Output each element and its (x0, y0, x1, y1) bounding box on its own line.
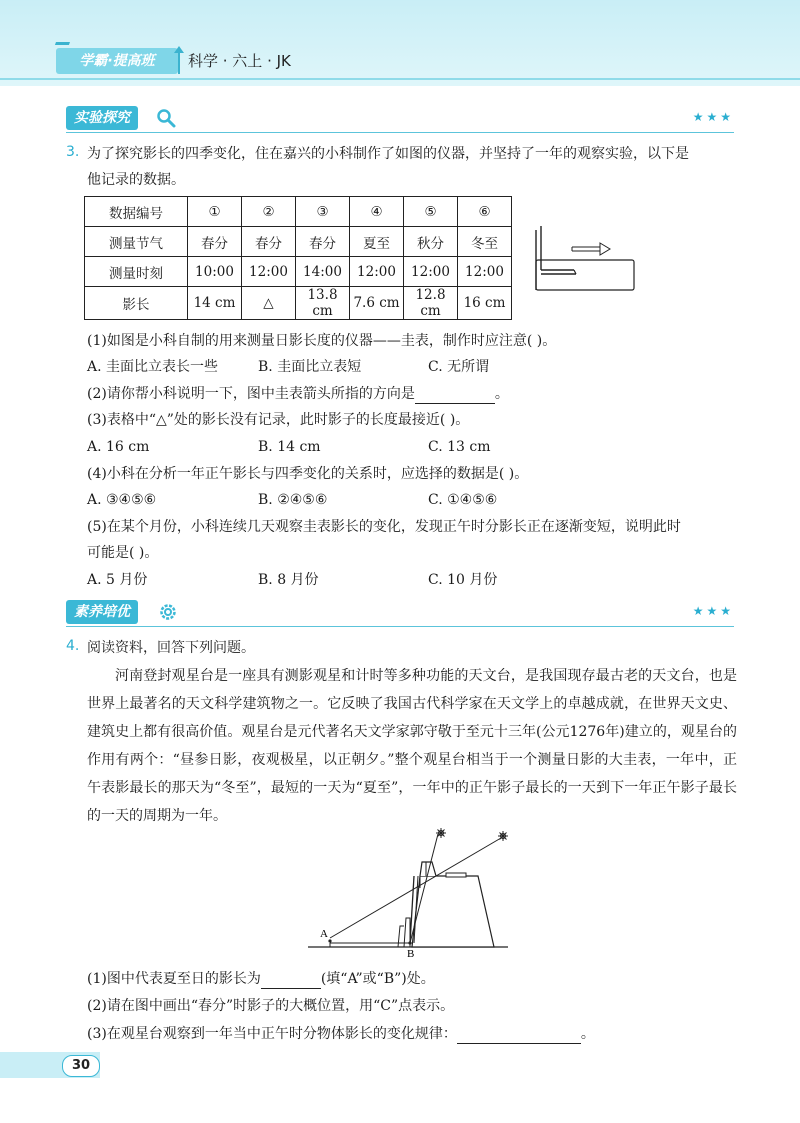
point-a-label: A (320, 928, 328, 940)
answer-blank[interactable] (415, 403, 495, 404)
answer-blank[interactable] (261, 988, 321, 989)
table-cell: 春分 (242, 227, 296, 257)
section-header-literacy (66, 600, 734, 627)
reading-passage: 河南登封观星台是一座具有测影观星和计时等多种功能的天文台，是我国现存最古老的天文台，也是世界上最著名的天文科学建筑物之一。它反映了我国古代科学家在天文学上的卓越成就，在世界天文史、建筑史上都有很高价值。观星台是元代著名天文学家郭守敬于至元十三年(公元1276年)建立的，观星台的作用有两个：“昼参日影，夜观极星，以正朝夕。”整个观星台相当于一个测量日影的大圭表，一年中，正午表影最长的那天为“冬至”，最短的一天为“夏至”，一年中的正午影子最长的一天到下一年正午影子最长的一天的周期为一年。 (87, 668, 737, 824)
option-a: A. 圭面比立表长一些 (87, 359, 219, 375)
data-table (84, 196, 512, 320)
table-cell: ③ (296, 197, 350, 227)
page-number: 30 (62, 1055, 100, 1077)
table-cell: 夏至 (350, 227, 404, 257)
section-tag: 素养培优 (66, 600, 138, 624)
table-row (85, 227, 512, 257)
sub-question (87, 969, 435, 989)
table-cell: 12:00 (350, 257, 404, 287)
sub-question: 可能是( )。 (87, 545, 159, 561)
section-tag: 实验探究 (66, 106, 138, 130)
table-row (85, 197, 512, 227)
difficulty-stars: ★★★ (692, 110, 734, 124)
table-cell: 秋分 (404, 227, 458, 257)
table-cell: 12:00 (458, 257, 512, 287)
question-stem: 他记录的数据。 (87, 172, 185, 188)
table-cell: 16 cm (458, 287, 512, 320)
table-cell: 测量节气 (85, 227, 188, 257)
point-b-label: B (407, 948, 415, 958)
observatory-figure (308, 826, 518, 958)
option-b: B. 14 cm (258, 439, 321, 455)
table-cell: ① (188, 197, 242, 227)
gear-icon (158, 602, 178, 622)
sub-question-text: 。 (494, 386, 509, 402)
sub-question-text: (2)请你帮小科说明一下，图中圭表箭头所指的方向是 (87, 386, 415, 402)
table-cell: ⑥ (458, 197, 512, 227)
sub-question (87, 384, 509, 404)
section-header-experiment (66, 106, 734, 133)
table-cell: 影长 (85, 287, 188, 320)
table-cell: ④ (350, 197, 404, 227)
table-cell: △ (242, 287, 296, 320)
option-c: C. 13 cm (428, 439, 491, 455)
series-label: 学霸·提高班 (56, 48, 178, 74)
question-stem: 阅读资料，回答下列问题。 (87, 640, 255, 656)
option-c: C. 无所谓 (428, 359, 490, 375)
sub-question-text: (3)在观星台观察到一年当中正午时分物体影长的变化规律： (87, 1026, 457, 1042)
option-b: B. 圭面比立表短 (258, 359, 362, 375)
option-b: B. ②④⑤⑥ (258, 492, 328, 508)
sub-question-text: (填“A”或“B”)处。 (320, 971, 435, 987)
table-cell: 测量时刻 (85, 257, 188, 287)
table-cell: 春分 (188, 227, 242, 257)
table-cell: ② (242, 197, 296, 227)
sub-question: (3)表格中“△”处的影长没有记录，此时影子的长度最接近( )。 (87, 412, 470, 428)
table-cell: 14 cm (188, 287, 242, 320)
option-b: B. 8 月份 (258, 572, 319, 588)
table-cell: 12:00 (404, 257, 458, 287)
sub-question: (1)如图是小科自制的用来测量日影长度的仪器——圭表，制作时应注意( )。 (87, 333, 557, 349)
option-a: A. ③④⑤⑥ (87, 492, 157, 508)
table-row (85, 257, 512, 287)
table-cell: 春分 (296, 227, 350, 257)
question-number: 4. (66, 638, 80, 654)
table-cell: 7.6 cm (350, 287, 404, 320)
option-c: C. 10 月份 (428, 572, 498, 588)
table-cell: 数据编号 (85, 197, 188, 227)
sub-question: (4)小科在分析一年正午影长与四季变化的关系时，应选择的数据是( )。 (87, 466, 529, 482)
header-divider (0, 78, 800, 80)
subject-label: 科学 · 六上 · JK (188, 52, 291, 70)
sub-question: (2)请在图中画出“春分”时影子的大概位置，用“C”点表示。 (87, 998, 455, 1014)
answer-blank[interactable] (457, 1043, 581, 1044)
table-cell: 13.8 cm (296, 287, 350, 320)
question-stem: 为了探究影长的四季变化，住在嘉兴的小科制作了如图的仪器，并坚持了一年的观察实验，以下是 (87, 146, 689, 162)
option-a: A. 16 cm (87, 439, 150, 455)
table-cell: 12.8 cm (404, 287, 458, 320)
magnifier-icon (156, 108, 176, 128)
arrow-up-icon (178, 52, 180, 74)
table-row (85, 287, 512, 320)
option-a: A. 5 月份 (87, 572, 148, 588)
table-cell: 冬至 (458, 227, 512, 257)
table-cell: 14:00 (296, 257, 350, 287)
sub-question-text: 。 (580, 1026, 595, 1042)
table-cell: ⑤ (404, 197, 458, 227)
gnomon-figure (534, 222, 638, 294)
table-cell: 12:00 (242, 257, 296, 287)
sub-question (87, 1024, 595, 1044)
option-c: C. ①④⑤⑥ (428, 492, 498, 508)
sub-question-text: (1)图中代表夏至日的影长为 (87, 971, 261, 987)
table-cell: 10:00 (188, 257, 242, 287)
sub-question: (5)在某个月份，小科连续几天观察圭表影长的变化，发现正午时分影长正在逐渐变短，说明此时 (87, 519, 681, 535)
difficulty-stars: ★★★ (692, 604, 734, 618)
question-number: 3. (66, 144, 80, 160)
